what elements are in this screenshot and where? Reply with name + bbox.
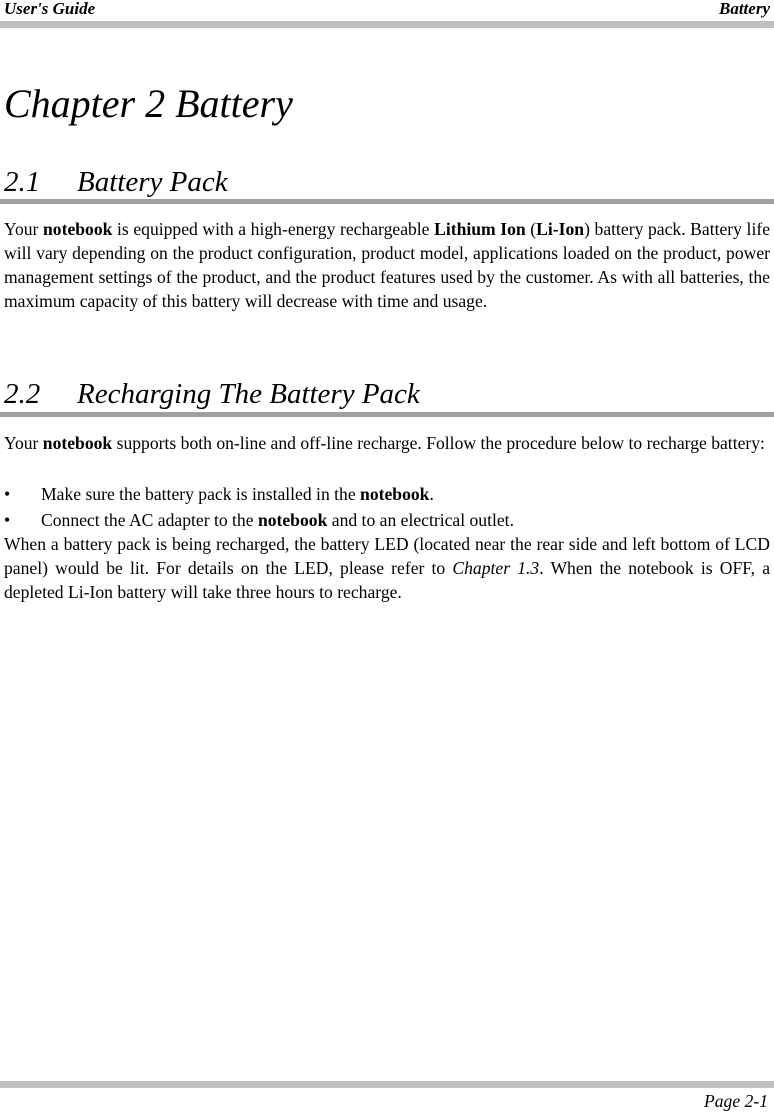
text-run: . — [429, 484, 434, 504]
page-number: Page 2-1 — [703, 1091, 768, 1111]
section-number: 2.1 — [4, 166, 41, 198]
bullet-icon: • — [4, 510, 11, 530]
bullet-icon: • — [4, 484, 11, 504]
text-run: Connect the AC adapter to the — [41, 510, 258, 530]
bold-term: notebook — [42, 433, 113, 453]
text-run: . When the notebook is OFF, a depleted Li-Ion battery will take three hours to recharge. — [4, 558, 771, 602]
header-doc-title: User's Guide — [4, 0, 96, 18]
section-heading-2-2 — [4, 378, 770, 411]
text-run: ( — [525, 219, 537, 239]
text-run: is equipped with a high-energy rechargeable — [112, 219, 435, 239]
recharge-intro-paragraph — [4, 431, 770, 455]
list-item — [4, 481, 770, 507]
chapter-title: Chapter 2 Battery — [4, 81, 293, 126]
section-title: Recharging The Battery Pack — [77, 378, 420, 410]
section-number: 2.2 — [4, 378, 41, 410]
chapter-reference: Chapter 1.3 — [452, 558, 540, 578]
text-run: Your — [4, 219, 43, 239]
text-run: supports both on-line and off-line recharge. Follow the procedure below to recharge battery: — [112, 433, 765, 453]
footer-divider — [0, 1081, 774, 1088]
text-run: Your — [4, 433, 43, 453]
bold-term: notebook — [257, 510, 328, 530]
text-run: and to an electrical outlet. — [327, 510, 514, 530]
recharge-steps-list — [4, 481, 770, 533]
bold-term: notebook — [360, 484, 430, 504]
section-heading-2-1 — [4, 166, 770, 199]
header-divider — [0, 21, 774, 28]
page-header — [4, 0, 770, 20]
bold-term: Li-Ion — [536, 219, 585, 239]
bold-term: notebook — [43, 219, 113, 239]
text-run: Make sure the battery pack is installed in the — [41, 484, 361, 504]
text-run: ) battery pack. Battery life will vary depending on the product configuration, product model, applications loaded on the product, power management settings of the product, and the product features used by the customer. As with all batteries, the maximum capacity of this battery will decrease with time and usage. — [4, 219, 770, 311]
section-rule — [0, 199, 774, 204]
battery-pack-paragraph — [4, 217, 770, 313]
section-rule — [0, 412, 774, 417]
list-item — [4, 507, 770, 533]
section-title: Battery Pack — [77, 166, 228, 198]
header-section-title: Battery — [719, 0, 770, 18]
text-run: When a battery pack is being recharged, the battery LED (located near the rear side and left bottom of LCD panel) would be lit. For details on the LED, please refer to — [4, 534, 770, 578]
recharge-closing-paragraph — [4, 532, 770, 604]
bold-term: Lithium Ion — [434, 219, 526, 239]
